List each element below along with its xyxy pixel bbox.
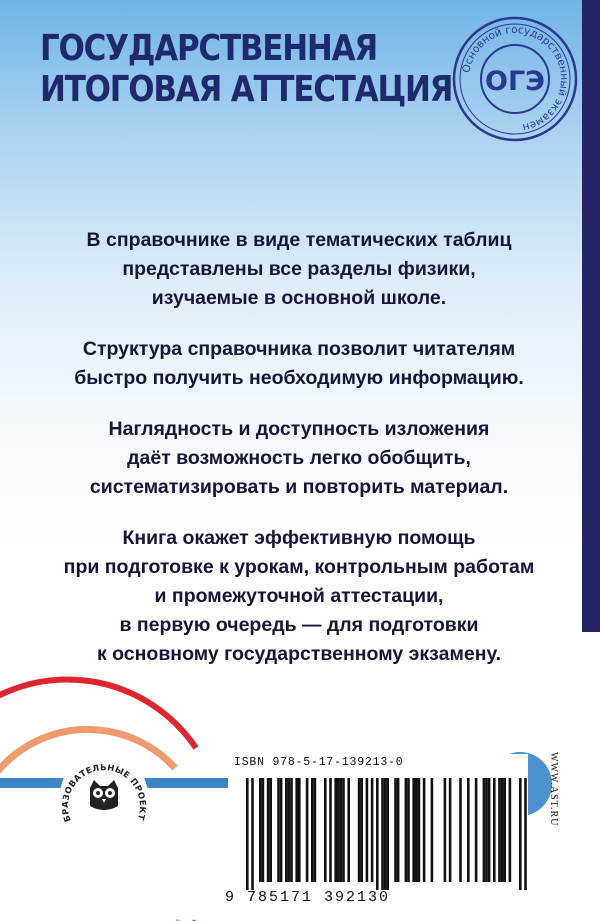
paragraph-line: систематизировать и повторить материал. [89, 476, 509, 498]
barcode-icon [236, 778, 536, 890]
paragraph-line: даёт возможность легко обобщить, [127, 447, 471, 469]
oge-stamp [450, 14, 580, 144]
series-title [40, 28, 453, 110]
paragraph-line: быстро получить необходимую информацию. [74, 367, 524, 389]
barcode-digits: 9 785171 392130 [225, 889, 391, 906]
paragraph-line: Книга окажет эффективную помощь [122, 527, 476, 549]
paragraph-4 [24, 524, 574, 669]
website-url: WWW.AST.RU [548, 752, 559, 827]
paragraph-line: изучаемые в основной школе. [151, 287, 447, 309]
paragraph-1 [24, 226, 574, 313]
paragraph-line: в первую очередь — для подготовки [119, 614, 479, 636]
paragraph-line: и промежуточной аттестации, [154, 585, 444, 607]
paragraph-line: Структура справочника позволит читателям [82, 338, 516, 360]
description-text [24, 226, 574, 691]
paragraph-line: к основному государственному экзамену. [96, 643, 502, 665]
stamp-ring-text: Основной государственный экзамен [460, 23, 571, 134]
side-bar [582, 0, 600, 632]
series-title-line-2: ИТОГОВАЯ АТТЕСТАЦИЯ [40, 68, 453, 110]
stamp-center-text: ОГЭ [485, 66, 545, 97]
paragraph-3 [24, 415, 574, 502]
paragraph-line: В справочнике в виде тематических таблиц [86, 229, 512, 251]
series-title-line-1: ГОСУДАРСТВЕННАЯ [40, 28, 378, 69]
publisher-logo-text: БРАЗОВАТЕЛЬНЫЕ ПРОЕКТ [59, 762, 149, 824]
paragraph-line: представлены все разделы физики, [122, 258, 476, 280]
publisher-logo [56, 748, 152, 844]
isbn-label: ISBN 978-5-17-139213-0 [234, 756, 404, 769]
paragraph-line: при подготовке к урокам, контрольным работам [63, 556, 535, 578]
paragraph-line: Наглядность и доступность изложения [108, 418, 490, 440]
paragraph-2 [24, 335, 574, 393]
